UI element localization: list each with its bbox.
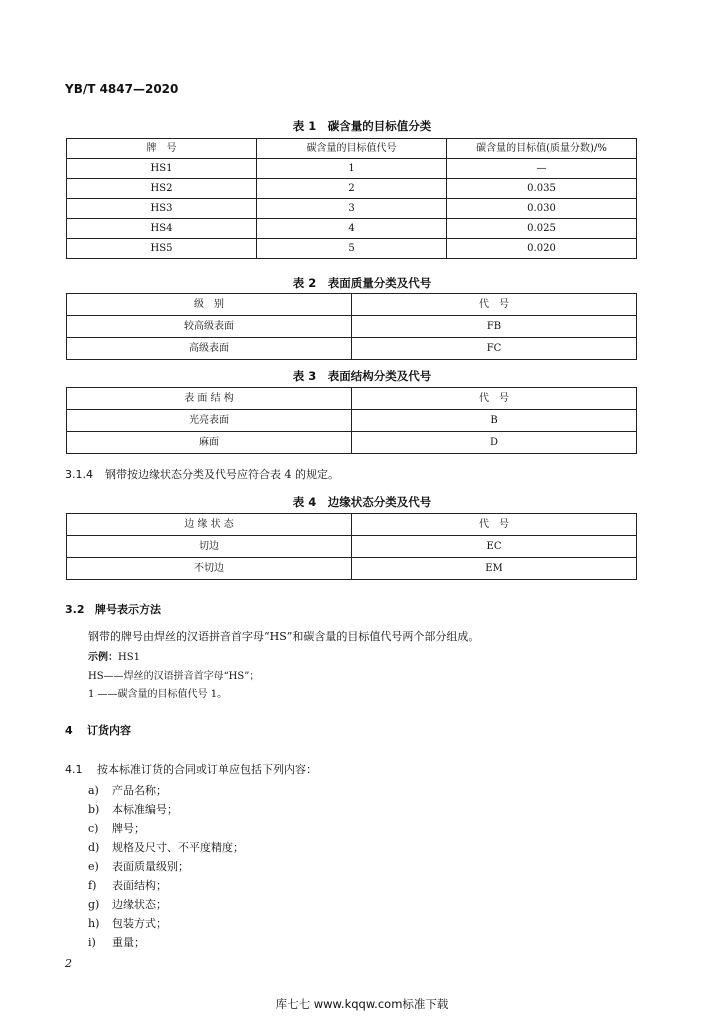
- table-cell: 0.035: [447, 179, 637, 199]
- table4-caption: 表 4 边缘状态分类及代号: [292, 495, 432, 509]
- table-cell: EC: [352, 536, 637, 558]
- clause-3-1-4: [65, 466, 339, 482]
- table-cell: 5: [257, 239, 447, 259]
- list-text: 表面质量级别；: [112, 860, 189, 873]
- table2-caption: 表 2 表面质量分类及代号: [292, 276, 432, 290]
- list-marker: h): [88, 917, 100, 930]
- section-number: 3.2: [65, 603, 85, 616]
- table-cell: 麻面: [67, 432, 352, 454]
- list-text: 重量；: [112, 936, 145, 949]
- table-row: [67, 338, 637, 360]
- list-item: [88, 801, 178, 817]
- section-4-heading: [65, 722, 131, 738]
- list-text: 包装方式；: [112, 917, 167, 930]
- clause-4-1: [65, 761, 317, 777]
- section-3-2-heading: [65, 601, 161, 617]
- list-text: 边缘状态；: [112, 898, 167, 911]
- example-line: [88, 648, 140, 663]
- table-cell: B: [352, 410, 637, 432]
- list-item: [88, 782, 167, 798]
- table-cell: HS5: [67, 239, 257, 259]
- table-header-cell: 牌 号: [67, 139, 257, 159]
- example-label: 示例：: [88, 652, 118, 663]
- table3-caption: 表 3 表面结构分类及代号: [292, 369, 432, 383]
- table-cell: HS4: [67, 219, 257, 239]
- list-marker: b): [88, 803, 100, 816]
- table-cell: 0.020: [447, 239, 637, 259]
- list-text: 牌号；: [112, 822, 145, 835]
- table-cell: 4: [257, 219, 447, 239]
- example-explanation: HS——焊丝的汉语拼音首字母“HS”；: [88, 671, 260, 682]
- table-cell: 较高级表面: [67, 316, 352, 338]
- table-cell: 3: [257, 199, 447, 219]
- table-header-row: [67, 139, 637, 159]
- table-row: [67, 316, 637, 338]
- table-cell: 切边: [67, 536, 352, 558]
- list-text: 表面结构；: [112, 879, 167, 892]
- table-header-row: [67, 514, 637, 536]
- table-header-cell: 代 号: [352, 294, 637, 316]
- table-cell: 不切边: [67, 558, 352, 580]
- table-header-cell: 代 号: [352, 514, 637, 536]
- table-row: [67, 536, 637, 558]
- table2: [66, 293, 637, 360]
- table-row: [67, 558, 637, 580]
- table-row: [67, 199, 637, 219]
- example-explanation: 1 ——碳含量的目标值代号 1。: [88, 689, 228, 700]
- table-cell: HS2: [67, 179, 257, 199]
- table3: [66, 387, 637, 454]
- clause-text: 按本标准订货的合同或订单应包括下列内容：: [97, 763, 317, 776]
- table-cell: 高级表面: [67, 338, 352, 360]
- list-marker: i): [88, 936, 96, 949]
- table-header-cell: 碳含量的目标值(质量分数)/%: [447, 139, 637, 159]
- table-header-cell: 代 号: [352, 388, 637, 410]
- table-header-cell: 级 别: [67, 294, 352, 316]
- list-text: 规格及尺寸、不平度精度；: [112, 841, 244, 854]
- list-item: [88, 858, 189, 874]
- list-marker: g): [88, 898, 100, 911]
- list-marker: f): [88, 879, 97, 892]
- table-cell: FC: [352, 338, 637, 360]
- table-cell: —: [447, 159, 637, 179]
- watermark-text: 库七七 www.kqqw.com标准下载: [275, 997, 449, 1011]
- clause-number: 4.1: [65, 763, 83, 776]
- table-cell: HS1: [67, 159, 257, 179]
- list-item: [88, 934, 145, 950]
- table-header-cell: 表 面 结 构: [67, 388, 352, 410]
- table-row: [67, 159, 637, 179]
- list-item: [88, 820, 145, 836]
- list-marker: c): [88, 822, 99, 835]
- table-cell: FB: [352, 316, 637, 338]
- table-row: [67, 432, 637, 454]
- list-item: [88, 877, 167, 893]
- table-cell: 0.030: [447, 199, 637, 219]
- page-number: 2: [65, 957, 72, 970]
- list-marker: d): [88, 841, 100, 854]
- table-cell: 2: [257, 179, 447, 199]
- list-item: [88, 896, 167, 912]
- example-value: HS1: [118, 652, 140, 663]
- table-row: [67, 239, 637, 259]
- section-3-2-paragraph: 钢带的牌号由焊丝的汉语拼音首字母“HS”和碳含量的目标值代号两个部分组成。: [88, 630, 480, 643]
- table-cell: 光亮表面: [67, 410, 352, 432]
- section-number: 4: [65, 724, 73, 737]
- table-cell: EM: [352, 558, 637, 580]
- table-cell: HS3: [67, 199, 257, 219]
- list-text: 产品名称；: [112, 784, 167, 797]
- table1: [66, 138, 637, 259]
- list-item: [88, 839, 244, 855]
- list-text: 本标准编号；: [112, 803, 178, 816]
- table4: [66, 513, 637, 580]
- table-cell: 0.025: [447, 219, 637, 239]
- table-header-cell: 碳含量的目标值代号: [257, 139, 447, 159]
- table-row: [67, 410, 637, 432]
- table-header-row: [67, 388, 637, 410]
- list-marker: e): [88, 860, 99, 873]
- clause-text: 钢带按边缘状态分类及代号应符合表 4 的规定。: [105, 468, 339, 481]
- section-title: 订货内容: [87, 724, 131, 737]
- list-marker: a): [88, 784, 99, 797]
- table-cell: D: [352, 432, 637, 454]
- table-header-cell: 边 缘 状 态: [67, 514, 352, 536]
- table-header-row: [67, 294, 637, 316]
- table-row: [67, 219, 637, 239]
- table-row: [67, 179, 637, 199]
- list-item: [88, 915, 167, 931]
- clause-number: 3.1.4: [65, 468, 93, 481]
- standard-number: YB/T 4847—2020: [65, 82, 179, 96]
- table-cell: 1: [257, 159, 447, 179]
- table1-caption: 表 1 碳含量的目标值分类: [292, 119, 432, 133]
- section-title: 牌号表示方法: [95, 603, 161, 616]
